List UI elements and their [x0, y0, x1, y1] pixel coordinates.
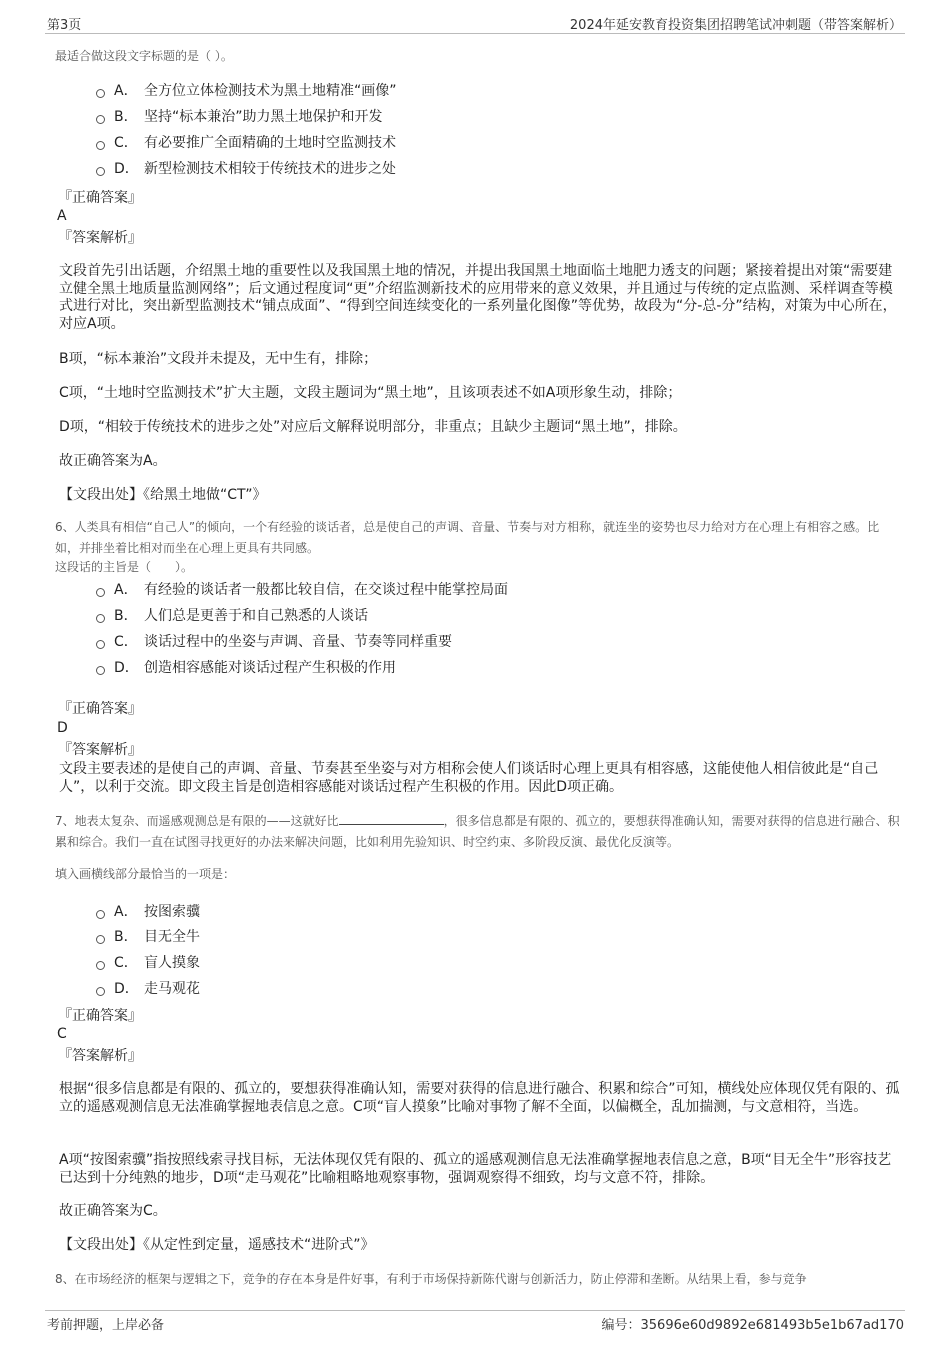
code-label: 编号： [601, 1318, 641, 1333]
radio-icon[interactable] [96, 167, 105, 176]
footer-rule [45, 1310, 905, 1311]
radio-icon[interactable] [96, 961, 105, 970]
header-rule [45, 33, 905, 34]
option-letter: D． [114, 660, 139, 676]
q5-analysis-d: D项，“相较于传统技术的进步之处”对应后文解释说明部分，非重点；且缺少主题词“黑土地”，排除。 [59, 419, 687, 435]
q5-option-c[interactable] [96, 132, 396, 154]
q7-analysis-others: A项“按图索骥”指按照线索寻找目标，无法体现仅凭有限的、孤立的遥感观测信息无法准确掌握地表信息之意，B项“目无全牛”形容技艺已达到十分纯熟的地步，D项“走马观花”比喻粗略地观察事物，强调观察得不细致，均与文意不符，排除。 [59, 1152, 892, 1186]
option-text: 坚持“标本兼治”助力黑土地保护和开发 [144, 109, 383, 125]
q6-stem: 6、人类具有相信“自己人”的倾向，一个有经验的谈话者，总是使自己的声调、音量、节奏与对方相称，就连坐的姿势也尽力给对方在心理上有相容之感。比如，并排坐着比相对而坐在心理上更具有共同感。 [55, 520, 880, 555]
q5-analysis-main: 文段首先引出话题，介绍黑土地的重要性以及我国黑土地的情况，并提出我国黑土地面临土地肥力透支的问题；紧接着提出对策“需要建立健全黑土地质量监测网络”；后文通过程度词“更”介绍监测新技术的应用带来的意义效果，并且通过与传统的定点监测、采样调查等模式进行对比，突出新型监测技术“铺点成面”、“得到空间连续变化的一系列量化图像”等优势，故段为“分-总-分”结构，对策为中心所在，对应A项。 [59, 263, 897, 332]
q7-stem [55, 811, 902, 853]
option-text: 目无全牛 [144, 929, 200, 945]
q5-option-a[interactable] [96, 80, 397, 102]
option-letter: C． [114, 955, 138, 971]
option-letter: C． [114, 135, 138, 151]
q7-option-b[interactable] [96, 926, 200, 948]
code-value: 35696e60d9892e681493b5e1b67ad170 [640, 1318, 904, 1333]
radio-icon[interactable] [96, 614, 105, 623]
option-letter: B． [114, 109, 138, 125]
radio-icon[interactable] [96, 910, 105, 919]
option-text: 新型检测技术相较于传统技术的进步之处 [144, 161, 396, 177]
q7-option-c[interactable] [96, 952, 200, 974]
q5-stem: 最适合做这段文字标题的是（ ）。 [55, 49, 233, 63]
q6-option-d[interactable] [96, 657, 396, 679]
q5-analysis-c: C项，“土地时空监测技术”扩大主题，文段主题词为“黑土地”，且该项表述不如A项形象生动，排除； [59, 385, 682, 401]
q5-source: 【文段出处】《给黑土地做“CT”》 [59, 487, 267, 503]
radio-icon[interactable] [96, 640, 105, 649]
q6-analysis: 文段主要表述的是使自己的声调、音量、节奏甚至坐姿与对方相称会使人们谈话时心理上更具有相容感，这能使他人相信彼此是“自己人”，以利于交流。即文段主旨是创造相容感能对谈话过程产生积极的作用。因此D项正确。 [59, 761, 879, 795]
q7-option-d[interactable] [96, 978, 200, 1000]
option-text: 有必要推广全面精确的土地时空监测技术 [144, 135, 396, 151]
q7-conclusion: 故正确答案为C。 [59, 1203, 167, 1219]
option-text: 创造相容感能对谈话过程产生积极的作用 [144, 660, 396, 676]
q6-analysis-label: 『答案解析』 [58, 742, 142, 758]
option-letter: D． [114, 161, 139, 177]
q6-option-c[interactable] [96, 631, 452, 653]
page-number: 第3页 [47, 18, 82, 33]
q8-stem: 8、在市场经济的框架与逻辑之下，竞争的存在本身是件好事，有利于市场保持新陈代谢与创新活力，防止停滞和垄断。从结果上看，参与竞争 [55, 1272, 807, 1286]
option-text: 人们总是更善于和自己熟悉的人谈话 [144, 608, 368, 624]
q5-analysis-b: B项，“标本兼治”文段并未提及，无中生有，排除； [59, 351, 378, 367]
option-letter: B． [114, 608, 138, 624]
q5-option-b[interactable] [96, 106, 383, 128]
option-text: 全方位立体检测技术为黑土地精准“画像” [144, 83, 397, 99]
option-text: 谈话过程中的坐姿与声调、音量、节奏等同样重要 [144, 634, 452, 650]
q7-analysis-main: 根据“很多信息都是有限的、孤立的，要想获得准确认知，需要对获得的信息进行融合、积累和综合”可知，横线处应体现仅凭有限的、孤立的遥感观测信息无法准确掌握地表信息之意。C项“盲人摸象”比喻对事物了解不全面，以偏概全，乱加揣测，与文意相符，当选。 [59, 1081, 900, 1115]
option-text: 有经验的谈话者一般都比较自信，在交谈过程中能掌控局面 [144, 582, 508, 598]
q5-answer: A [57, 208, 67, 224]
radio-icon[interactable] [96, 89, 105, 98]
q6-option-a[interactable] [96, 579, 508, 601]
option-text: 盲人摸象 [144, 955, 200, 971]
q7-stem-after: ，很多信息都是有限的、孤立的，要想获得准确认知，需要对获得的信息进行融合、积累和综合。我们一直在试图寻找更好的办法来解决问题，比如利用先验知识、时空约束、多阶段反演、最优化反演等。 [55, 814, 900, 849]
q6-prompt: 这段话的主旨是（ ）。 [55, 560, 194, 574]
q7-analysis-label: 『答案解析』 [58, 1048, 142, 1064]
q6-option-b[interactable] [96, 605, 368, 627]
q6-answer: D [57, 720, 68, 736]
radio-icon[interactable] [96, 987, 105, 996]
q7-answer: C [57, 1026, 67, 1042]
document-title: 2024年延安教育投资集团招聘笔试冲刺题（带答案解析） [569, 18, 902, 33]
option-letter: D． [114, 981, 139, 997]
radio-icon[interactable] [96, 666, 105, 675]
option-letter: A． [114, 83, 138, 99]
q7-answer-label: 『正确答案』 [58, 1008, 142, 1024]
document-code [602, 1314, 905, 1333]
q7-stem-before: 7、地表太复杂、而遥感观测总是有限的——这就好比 [55, 814, 339, 828]
radio-icon[interactable] [96, 141, 105, 150]
q5-option-d[interactable] [96, 158, 396, 180]
q6-answer-label: 『正确答案』 [58, 701, 142, 717]
q5-analysis-label: 『答案解析』 [58, 230, 142, 246]
q5-conclusion: 故正确答案为A。 [59, 453, 167, 469]
option-letter: A． [114, 904, 138, 920]
q5-answer-label: 『正确答案』 [58, 190, 142, 206]
radio-icon[interactable] [96, 588, 105, 597]
radio-icon[interactable] [96, 935, 105, 944]
fill-blank [339, 812, 444, 825]
option-letter: C． [114, 634, 138, 650]
option-text: 走马观花 [144, 981, 200, 997]
q7-prompt: 填入画横线部分最恰当的一项是： [55, 867, 236, 881]
q7-option-a[interactable] [96, 901, 200, 923]
radio-icon[interactable] [96, 115, 105, 124]
footer-slogan: 考前押题，上岸必备 [47, 1318, 165, 1333]
option-text: 按图索骥 [144, 904, 200, 920]
option-letter: B． [114, 929, 138, 945]
q7-source: 【文段出处】《从定性到定量，遥感技术“进阶式”》 [59, 1237, 375, 1253]
option-letter: A． [114, 582, 138, 598]
